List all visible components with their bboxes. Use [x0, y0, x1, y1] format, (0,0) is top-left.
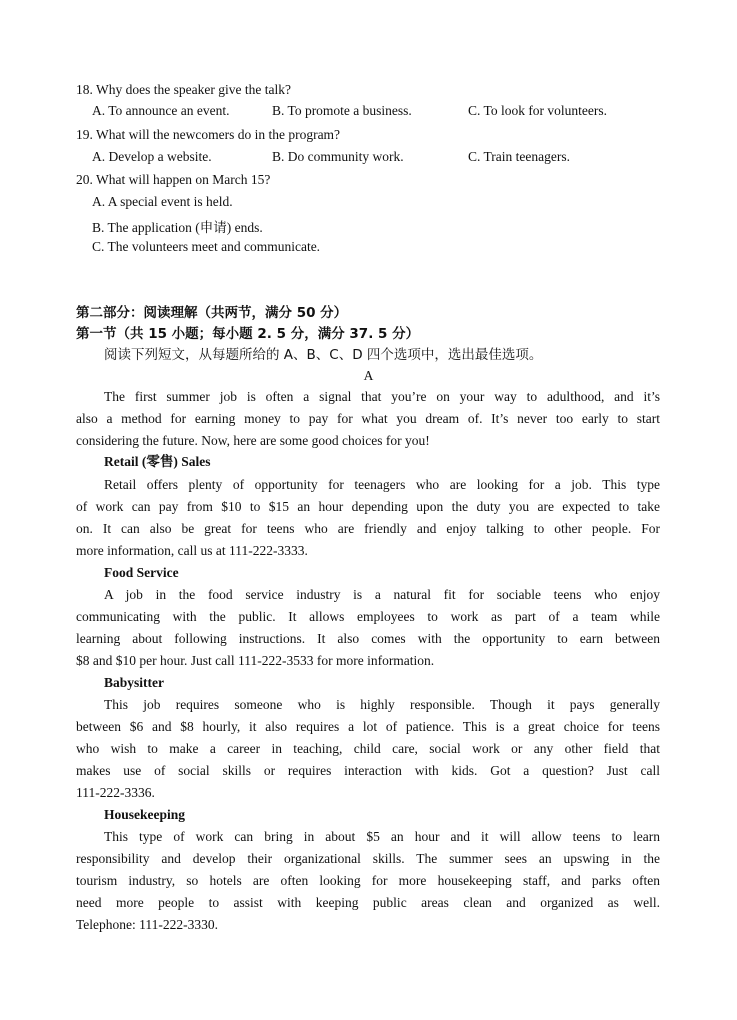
- paragraph-line: more information, call us at 111-222-3333.: [76, 543, 308, 558]
- section-title-babysitter: Babysitter: [104, 675, 164, 690]
- paragraph-line: 111-222-3336.: [76, 785, 155, 800]
- intro-line: also a method for earning money to pay for what you dream of. It’s never too early to start: [76, 411, 660, 426]
- paragraph-line: who wish to make a career in teaching, child care, social work or any other field that: [76, 741, 660, 756]
- question-19-option-b: B. Do community work.: [272, 149, 404, 164]
- question-19-stem: 19. What will the newcomers do in the program?: [76, 127, 341, 142]
- question-18-stem: 18. Why does the speaker give the talk?: [76, 82, 291, 97]
- section-title-retail: Retail (零售) Sales: [104, 454, 211, 469]
- reading-instruction: 阅读下列短文，从每题所给的 A、B、C、D 四个选项中，选出最佳选项。: [104, 347, 543, 363]
- section-title-housekeeping: Housekeeping: [104, 807, 186, 822]
- part2-title: 第二部分：阅读理解（共两节，满分 50 分）: [76, 305, 348, 321]
- paragraph-line: on. It can also be great for teens who are friendly and enjoy talking to other people. For: [76, 521, 660, 536]
- intro-line: The first summer job is often a signal that you’re on your way to adulthood, and it’s: [104, 389, 660, 404]
- question-19-option-a: A. Develop a website.: [92, 149, 212, 164]
- paragraph-line: $8 and $10 per hour. Just call 111-222-3533 for more information.: [76, 653, 435, 668]
- paragraph-line: A job in the food service industry is a natural fit for sociable teens who enjoy: [104, 587, 660, 602]
- question-18-option-b: B. To promote a business.: [272, 103, 412, 118]
- question-18-option-a: A. To announce an event.: [92, 103, 230, 118]
- paragraph-line: responsibility and develop their organizational skills. The summer sees an upswing in the: [76, 851, 660, 866]
- paragraph-line: learning about following instructions. It also comes with the opportunity to earn between: [76, 631, 660, 646]
- question-18-option-c: C. To look for volunteers.: [468, 103, 608, 118]
- question-20-option-a: A. A special event is held.: [92, 194, 233, 209]
- paragraph-line: of work can pay from $10 to $15 an hour depending upon the duty you are expected to take: [76, 499, 660, 514]
- question-20-stem: 20. What will happen on March 15?: [76, 172, 271, 187]
- section-title-food-service: Food Service: [104, 565, 179, 580]
- paragraph-line: Telephone: 111-222-3330.: [76, 917, 219, 932]
- paragraph-line: between $6 and $8 hourly, it also requires a lot of patience. This is a great choice for teens: [76, 719, 660, 734]
- intro-line: considering the future. Now, here are some good choices for you!: [76, 433, 430, 448]
- paragraph-line: This job requires someone who is highly responsible. Though it pays generally: [104, 697, 660, 712]
- paragraph-line: communicating with the public. It allows employees to work as part of a team while: [76, 609, 660, 624]
- passage-letter: A: [363, 368, 374, 383]
- question-20-option-c: C. The volunteers meet and communicate.: [92, 239, 321, 254]
- paragraph-line: need more people to assist with keeping public areas clean and organized as well.: [76, 895, 660, 910]
- question-20-option-b: B. The application (申请) ends.: [92, 220, 263, 235]
- paragraph-line: This type of work can bring in about $5 an hour and it will allow teens to learn: [104, 829, 660, 844]
- section1-title: 第一节（共 15 小题；每小题 2. 5 分，满分 37. 5 分）: [76, 326, 420, 342]
- paragraph-line: Retail offers plenty of opportunity for teenagers who are looking for a job. This type: [104, 477, 660, 492]
- paragraph-line: tourism industry, so hotels are often looking for more housekeeping staff, and parks often: [76, 873, 660, 888]
- question-19-option-c: C. Train teenagers.: [468, 149, 570, 164]
- paragraph-line: makes use of social skills or requires interaction with kids. Got a question? Just call: [76, 763, 660, 778]
